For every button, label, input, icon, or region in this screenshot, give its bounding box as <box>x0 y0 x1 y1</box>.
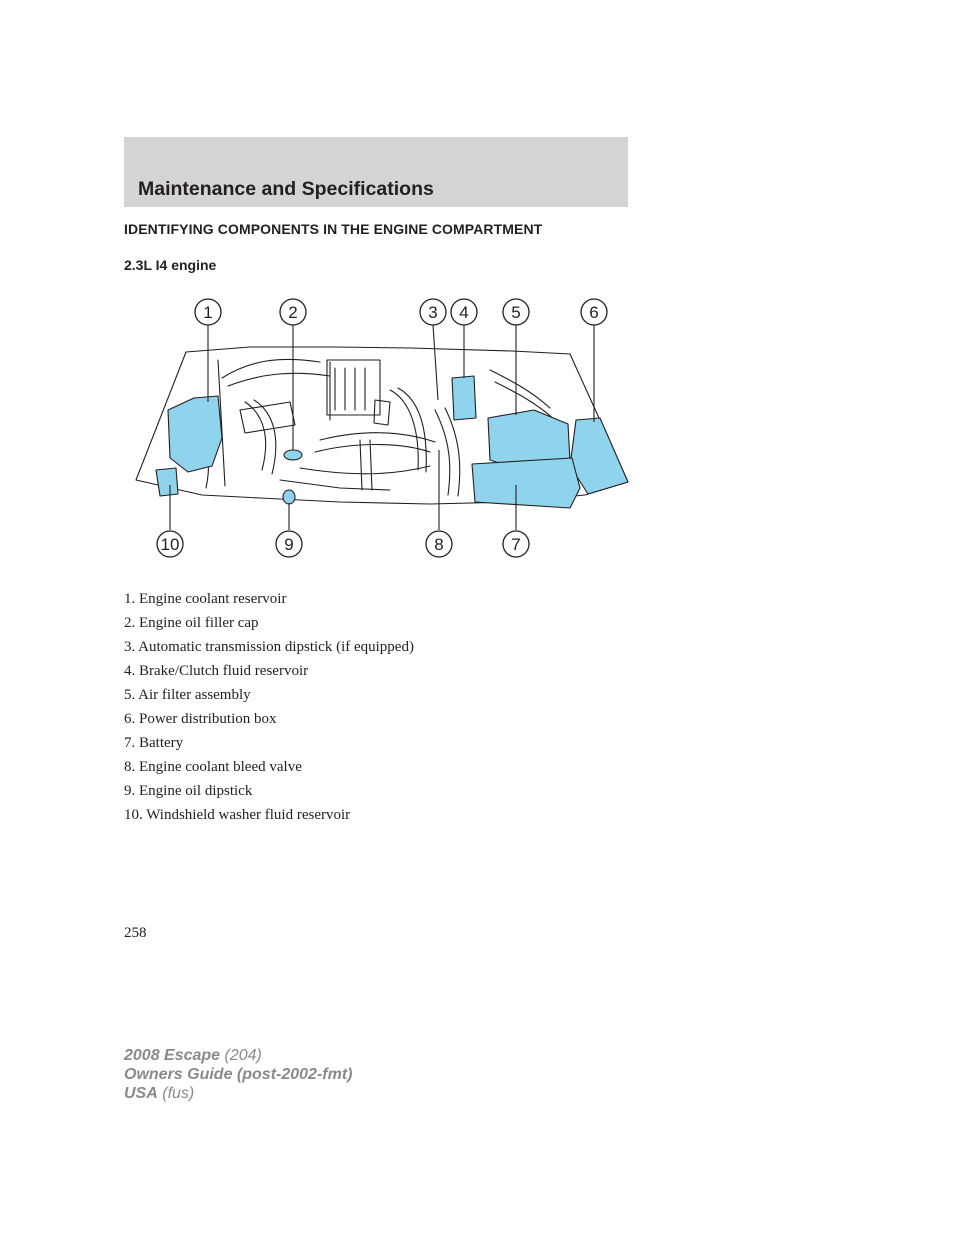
coolant-reservoir-shape <box>168 396 222 472</box>
footer-line-guide <box>124 1065 352 1084</box>
callout-8 <box>426 531 452 557</box>
callout-5 <box>503 299 529 325</box>
callout-label: 7 <box>511 535 521 554</box>
list-item: 3. Automatic transmission dipstick (if equipped) <box>124 639 414 655</box>
callout-4 <box>451 299 477 325</box>
callout-label: 3 <box>428 303 438 322</box>
list-item: 6. Power distribution box <box>124 711 277 727</box>
callout-label: 6 <box>589 303 599 322</box>
battery-shape <box>472 458 580 508</box>
footer-region-code: (fus) <box>162 1085 195 1102</box>
list-item: 2. Engine oil filler cap <box>124 615 259 631</box>
section-title: Maintenance and Specifications <box>138 178 434 200</box>
list-item: 4. Brake/Clutch fluid reservoir <box>124 663 309 679</box>
document-footer <box>124 1046 352 1103</box>
callout-9 <box>276 531 302 557</box>
footer-guide: Owners Guide (post-2002-fmt) <box>124 1066 353 1083</box>
callout-label: 8 <box>434 535 444 554</box>
oil-dipstick-shape <box>283 490 295 504</box>
list-item: 8. Engine coolant bleed valve <box>124 759 302 775</box>
callout-3 <box>420 299 446 325</box>
list-item: 1. Engine coolant reservoir <box>124 591 287 607</box>
callout-1 <box>195 299 221 325</box>
footer-model-code: (204) <box>224 1047 262 1064</box>
callout-10 <box>157 531 183 557</box>
engine-compartment-diagram <box>130 290 630 565</box>
brake-reservoir-shape <box>452 376 476 420</box>
list-item: 5. Air filter assembly <box>124 687 251 703</box>
footer-line-region <box>124 1084 352 1103</box>
callout-label: 4 <box>459 303 469 322</box>
callout-label: 5 <box>511 303 521 322</box>
callout-6 <box>581 299 607 325</box>
list-item: 9. Engine oil dipstick <box>124 783 253 799</box>
footer-model: 2008 Escape <box>124 1047 221 1064</box>
footer-line-model <box>124 1046 352 1065</box>
callout-label: 1 <box>203 303 213 322</box>
page-number: 258 <box>124 925 147 941</box>
component-list <box>124 589 414 829</box>
list-item: 7. Battery <box>124 735 184 751</box>
washer-reservoir-shape <box>156 468 178 496</box>
section-header-band <box>124 137 628 207</box>
callout-label: 9 <box>284 535 294 554</box>
callout-7 <box>503 531 529 557</box>
callout-label: 2 <box>288 303 298 322</box>
oil-filler-cap-shape <box>284 450 302 460</box>
engine-subheading: 2.3L I4 engine <box>124 257 217 273</box>
callout-label: 10 <box>160 535 180 554</box>
callout-2 <box>280 299 306 325</box>
footer-region: USA <box>124 1085 158 1102</box>
list-item: 10. Windshield washer fluid reservoir <box>124 807 351 823</box>
page-heading: IDENTIFYING COMPONENTS IN THE ENGINE COMPARTMENT <box>124 221 543 237</box>
